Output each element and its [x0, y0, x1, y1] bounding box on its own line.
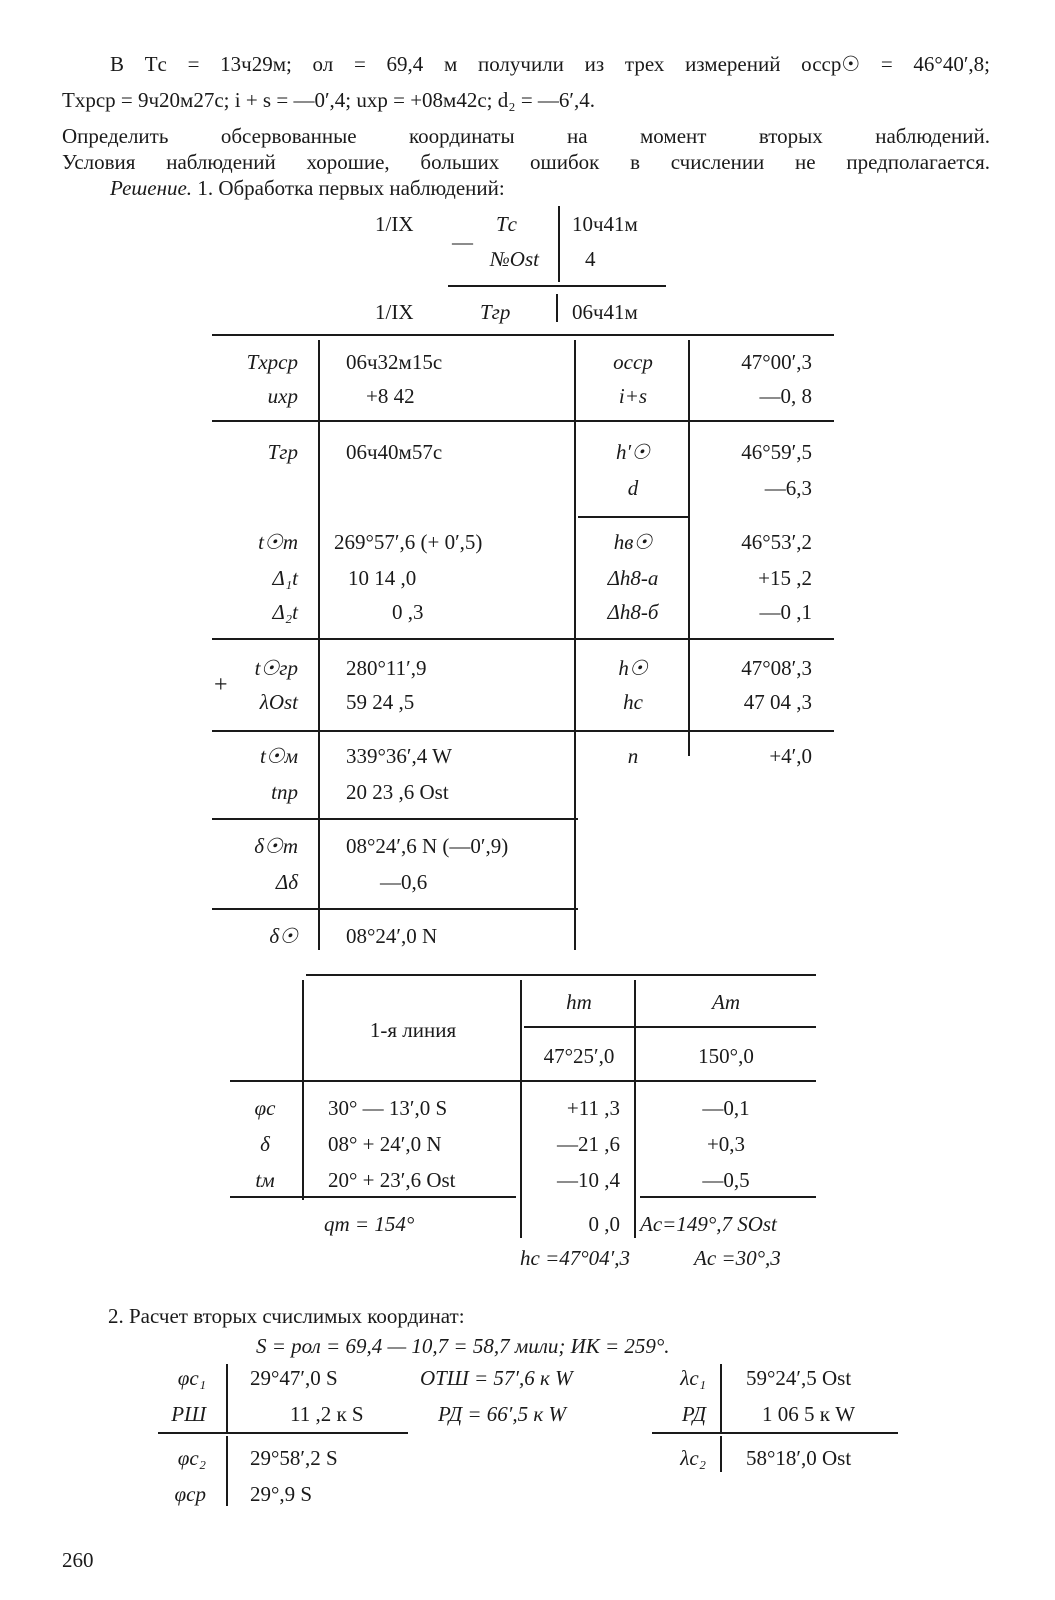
value-hv: 46°53′,2 [741, 530, 812, 554]
solution-line [110, 176, 505, 200]
label-tpr: tпр [271, 780, 298, 804]
plus-sign: + [214, 672, 228, 698]
lambda-c2-value: 58°18′,0 Ost [746, 1446, 852, 1470]
label-dh8a: Δh8-а [607, 566, 659, 590]
rule-1 [212, 420, 834, 422]
value-is: —0, 8 [759, 384, 812, 408]
intro-line-3: Определить обсервованные координаты на момент вторых наблюдений. [62, 124, 990, 148]
rule-2 [212, 638, 834, 640]
rule-5 [212, 908, 578, 910]
minus-sign: — [452, 230, 473, 254]
lambda-divider-1 [720, 1364, 722, 1432]
page-number: 260 [62, 1548, 94, 1572]
row-tm-arg: 20° + 23′,6 Ost [328, 1168, 456, 1192]
label-txr: Tхрср [246, 350, 298, 374]
h-value: 47°25′,0 [543, 1044, 615, 1068]
lambda-c1-value: 59°24′,5 Ost [746, 1366, 852, 1390]
lambda-sum-rule [652, 1432, 898, 1434]
row-delta-arg: 08° + 24′,0 N [328, 1132, 442, 1156]
value-lambda: 59 24 ,5 [346, 690, 415, 714]
phi-divider-2 [226, 1436, 228, 1506]
row-phi-dh: +11 ,3 [566, 1096, 620, 1120]
row-delta-da: +0,3 [706, 1132, 746, 1156]
rule-3 [212, 730, 834, 732]
value-d1t: 10 14 ,0 [348, 566, 417, 590]
value-hc: 47 04 ,3 [743, 690, 812, 714]
value-n: +4′,0 [769, 744, 812, 768]
date-2: 1/IX [375, 300, 414, 324]
a-header: Aт [712, 990, 740, 1014]
q-value: qт = 154° [324, 1212, 415, 1236]
phi-c1-value: 29°47′,0 S [250, 1366, 338, 1390]
label-ddelta: Δδ [275, 870, 298, 894]
label-delta-sun: δ☉ [269, 924, 298, 948]
lambda-c2-label: λс₂ [680, 1446, 706, 1470]
value-tm: 339°36′,4 W [346, 744, 452, 768]
middle-col-divider [574, 340, 576, 950]
value-delta-sun: 08°24′,0 N [346, 924, 438, 948]
value-tgr: 06ч40м57с [346, 440, 443, 464]
row-phi-label: φс [254, 1096, 276, 1120]
value-delta-t: 08°24′,6 N (—0′,9) [346, 834, 509, 858]
line-table-top-rule [306, 974, 816, 976]
sum-dh: 0 ,0 [588, 1212, 620, 1236]
line-table-mid-rule [230, 1080, 816, 1082]
section-2-heading: 2. Расчет вторых счислимых координат: [108, 1304, 465, 1328]
value-dh8a: +15 ,2 [758, 566, 812, 590]
row-delta-dh: —21 ,6 [557, 1132, 620, 1156]
tc-label: Tс [496, 212, 517, 236]
rsh-label: РШ [171, 1402, 206, 1426]
value-occp: 47°00′,3 [741, 350, 812, 374]
lambda-c1-label: λс₁ [680, 1366, 706, 1390]
phi-divider-1 [226, 1364, 228, 1432]
a-value: 150°,0 [698, 1044, 754, 1068]
no-value: 4 [585, 247, 596, 271]
value-d2t: 0 ,3 [392, 600, 424, 624]
line-table-bottom-rule-left [230, 1196, 516, 1198]
phi-sum-rule [158, 1432, 408, 1434]
line-table-bottom-rule-right [640, 1196, 816, 1198]
value-tgr-angle: 280°11′,9 [346, 656, 427, 680]
row-delta-label: δ [260, 1132, 270, 1156]
rule-right-1 [578, 516, 688, 518]
row-tm-dh: —10 ,4 [557, 1168, 620, 1192]
tgr-value: 06ч41м [572, 300, 638, 324]
label-d1t: Δ₁t [272, 566, 298, 590]
value-tt: 269°57′,6 (+ 0′,5) [334, 530, 483, 554]
time-block-divider [558, 206, 560, 282]
value-h-sun: 47°08′,3 [741, 656, 812, 680]
line-table-h-divider [520, 980, 522, 1238]
ac-1: Aс=149°,7 SOst [640, 1212, 777, 1236]
row-tm-label: tм [255, 1168, 275, 1192]
label-dh8b: Δh8-б [607, 600, 659, 624]
phi-cp-label: φср [174, 1482, 206, 1506]
label-d2t: Δ₂t [272, 600, 298, 624]
h-header: hт [566, 990, 592, 1014]
row-phi-da: —0,1 [702, 1096, 750, 1120]
label-uxr: uхр [267, 384, 298, 408]
line-table-label-divider [302, 980, 304, 1200]
phi-c2-value: 29°58′,2 S [250, 1446, 338, 1470]
ac-2: Aс =30°,3 [694, 1246, 781, 1270]
label-is: i+s [618, 384, 648, 408]
main-table-top-rule [212, 334, 834, 336]
rsh-value: 11 ,2 к S [290, 1402, 364, 1426]
rd-value: 1 06 5 к W [762, 1402, 856, 1426]
row-phi-arg: 30° — 13′,0 S [328, 1096, 448, 1120]
rd-label: РД [681, 1402, 706, 1426]
value-h-prime: 46°59′,5 [741, 440, 812, 464]
intro-line-4: Условия наблюдений хорошие, больших ошибок в счислении не предполагается. [62, 150, 990, 174]
date-1: 1/IX [375, 212, 414, 236]
phi-c1-label: φс₁ [177, 1366, 206, 1390]
label-lambda: λOst [259, 690, 298, 714]
hc-result: hс =47°04′,3 [520, 1246, 630, 1270]
rule-4 [212, 818, 578, 820]
value-uxr: +8 42 [366, 384, 415, 408]
label-d: d [627, 476, 639, 500]
label-hc: hс [623, 690, 643, 714]
value-txr: 06ч32м15с [346, 350, 443, 374]
intro-line-1: В Tс = 13ч29м; ол = 69,4 м получили из трех измерений осср☉ = 46°40′,8; [110, 52, 990, 76]
solution-label: Решение. [110, 176, 193, 200]
tc-value: 10ч41м [572, 212, 638, 236]
label-n: n [627, 744, 639, 768]
phi-cp-value: 29°,9 S [250, 1482, 313, 1506]
left-col-divider [318, 340, 320, 950]
line-table-header-rule [524, 1026, 816, 1028]
value-ddelta: —0,6 [380, 870, 428, 894]
line-table-a-divider [634, 980, 636, 1238]
tgr-label: Tгр [480, 300, 511, 324]
label-tgr-angle: t☉гр [254, 656, 298, 680]
line-table-title: 1-я линия [369, 1018, 457, 1042]
rd-equation: РД = 66′,5 к W [438, 1402, 566, 1426]
label-h-sun: h☉ [618, 656, 648, 680]
label-delta-t: δ☉т [254, 834, 298, 858]
label-tgr: Tгр [267, 440, 298, 464]
label-occp: осср [613, 350, 653, 374]
no-label: №Ost [490, 247, 539, 271]
solution-text: 1. Обработка первых наблюдений: [197, 176, 505, 200]
label-tm: t☉м [259, 744, 298, 768]
row-tm-da: —0,5 [702, 1168, 750, 1192]
value-d: —6,3 [764, 476, 812, 500]
intro-line-2: Tхрср = 9ч20м27с; i + s = —0′,4; uхр = +08м42с; d₂ = —6′,4. [62, 88, 596, 112]
time-block-rule [448, 285, 666, 287]
lambda-divider-2 [720, 1436, 722, 1472]
tgr-divider [556, 294, 558, 322]
phi-c2-label: φс₂ [177, 1446, 206, 1470]
otsh-value: ОТШ = 57′,6 к W [420, 1366, 573, 1390]
value-dh8b: —0 ,1 [759, 600, 812, 624]
label-h-prime: h′☉ [616, 440, 650, 464]
label-hv: hв☉ [613, 530, 653, 554]
value-tpr: 20 23 ,6 Ost [346, 780, 449, 804]
section-2-formula: S = рол = 69,4 — 10,7 = 58,7 мили; ИК = 259°. [256, 1334, 670, 1358]
label-tt: t☉т [258, 530, 298, 554]
